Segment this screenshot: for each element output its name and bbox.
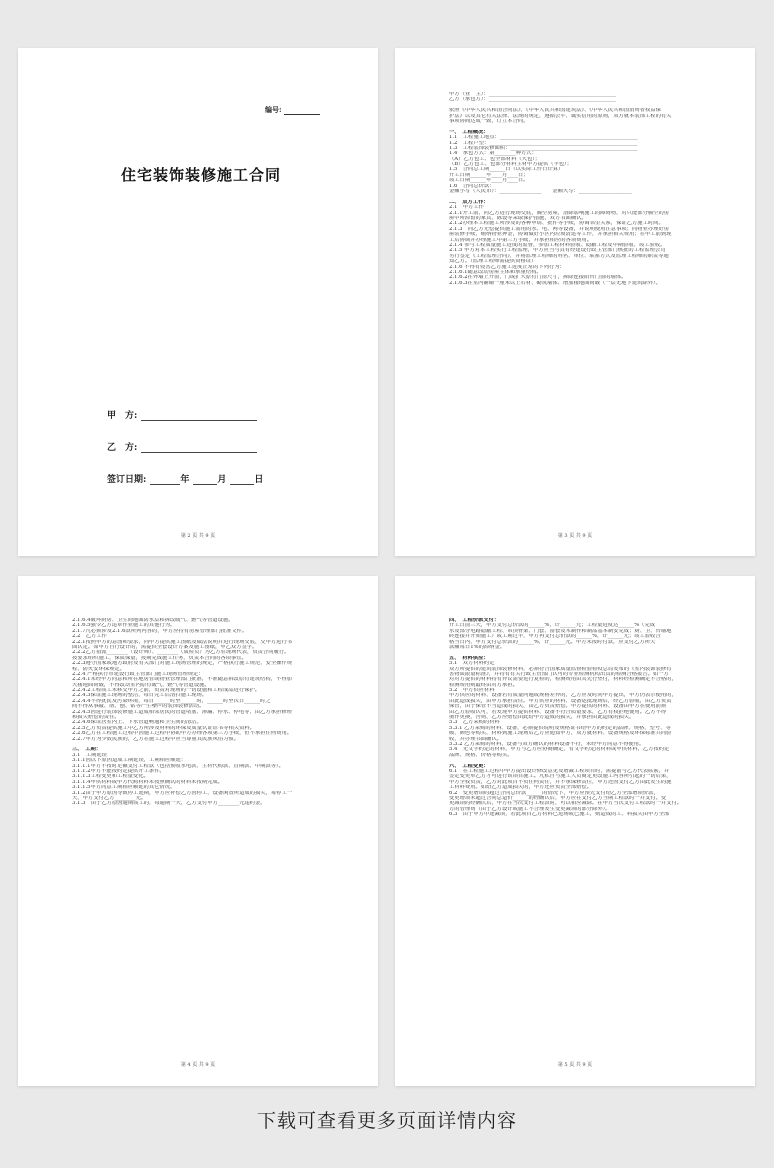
body-line: 5.2 甲方供应材料 (449, 688, 495, 694)
body-line: 3.1 工期延误 (72, 752, 107, 758)
body-line: 开工日前三天，甲方支付总价款的______%，计______元；工程量进度达______%（完成 (449, 623, 656, 629)
body-line: 砖连接并开始施工）或工期过半，甲方再支付总价款的______%，计______元；竣工验收合 (449, 634, 661, 640)
party-b-blank (141, 444, 257, 453)
body-line: 甲方供应的材料、设备若有质量问题或规格差异的，乙方应及时向甲方提出，甲方仍表示使用的， (449, 693, 677, 699)
contract-title: 住宅装饰装修施工合同 (121, 166, 282, 184)
body-line: 5.1 双方材料约定 (449, 661, 495, 667)
contract-number-label: 编号: (265, 105, 282, 114)
section-heading: 五、 材料供应： (449, 655, 489, 661)
body-line: 竣工日期______年____月____日。 (449, 178, 529, 184)
day-blank (230, 476, 254, 485)
body-line: 1.6 合同总价款： (449, 183, 495, 189)
body-line: 工后协调并办理施工中第三方手续，并承担相应的各项费用。 (449, 237, 593, 243)
month-blank (193, 476, 217, 485)
page-footer: 第 5 页 共 9 页 (557, 1062, 593, 1068)
body-line: 依照《中华人民共和国合同法》、《中华人民共和国建筑法》、《中华人民共和国消费者权益保 (449, 108, 661, 114)
body-line: 2.1.7凡必须涉及2.1.6款所列内容的，甲方应持有房屋管理部门批准文件。 (72, 628, 248, 634)
body-line: 3.1.1因以下原因造成工期延误，工期相应顺延： (72, 758, 187, 764)
body-line: 3.1.1.4甲供材料或甲方代购材料未按照确认的材料未按期完成。 (72, 779, 223, 785)
body-line: 1.2 工程户型：________________________________________________________ (449, 140, 638, 146)
body-line: 对对方提供的材料持有异议需要进行复检的，检测费用由其先行垫付，材料经检测确定不合格的， (449, 677, 677, 683)
body-line: 收，并办理书面确认。 (449, 736, 502, 742)
body-line: 2.2.3遵守国家或地方政府及有关部门对施工现场管理的规定，严格执行施工规范、安全操作规 (72, 661, 293, 667)
body-line: 双方所提供的建筑装饰装修材料，必须符合国家质量监督检验检疫总局发布的《室内装饰装修有 (449, 666, 672, 672)
sign-date-row (107, 472, 263, 485)
body-line: 工材料费用。如给乙方造成损失的，甲方还应负责全部赔偿。 (449, 785, 593, 791)
download-more-banner[interactable]: 下载可查看更多页面详情内容 (256, 1110, 517, 1132)
body-line: 格当日内，甲方支付总价款的______%，计______元。甲方未按时付款，应支付乙方所欠 (449, 639, 656, 645)
page-footer: 第 2 页 共 9 页 (180, 533, 216, 539)
body-line: 天，甲方支付乙方________元。 (72, 795, 147, 801)
body-line: 2.2.1按照甲方的意图和要求，向甲方提供施工图纸及做法说明并进行现场交底，交甲方进行书 (72, 639, 293, 645)
body-line: 6.3 由于甲方中途减项，若此项目乙方材料已进场或已施工，则造成的工、料损失由甲方全部 (449, 812, 670, 818)
page-2 (395, 48, 755, 556)
body-line: 3.1.1.2甲方不能按约定提供开工条件。 (72, 768, 165, 774)
section-heading: 二、 双方工作： (449, 199, 489, 205)
body-line: 按要求组织施工，保质保量，按期完成施工任务，负责本合同的各项事宜。 (72, 655, 247, 661)
body-line: 3.1.1.3工程变更和工程量变化。 (72, 774, 149, 780)
body-line: 2.1.6.5强令乙方违章作业施工的其他行为。 (72, 623, 176, 629)
month-label: 月 (217, 475, 227, 485)
body-line: 2.2.4.2工程竣工未移交甲方之前，负责对现场的一切设施和工程成品进行保护。 (72, 688, 261, 694)
year-blank (150, 476, 180, 485)
body-line: 2.1.4 参与工程质量施工进度的监督，参加工程材料验收、隐蔽工程及中期验收、竣工验收。 (449, 242, 666, 248)
body-line: 1.3 工程装饰装修面积：________________________________________________ (449, 145, 638, 151)
party-a-blank (141, 412, 257, 421)
party-a-row (107, 408, 257, 421)
body-line: 害物质限量标准》，并持有有关行政主管部门认可的专业检测机构出具的检测合格报告。如一方 (449, 671, 669, 677)
body-line: 面认定。如甲方自行设计的，需提供全套设计方案及施工图纸，甲乙双方签字。 (72, 644, 258, 650)
body-line: 1.4 承包方式：第________种方式： (449, 151, 537, 157)
page-footer: 第 3 页 共 9 页 (557, 533, 593, 539)
body-line: 事项协商达成一致，订立本合同。 (449, 118, 529, 124)
body-line: 检测费用则最终由对方承担。 (449, 682, 518, 688)
body-line: 水及部分电路隐蔽工程、吊顶骨架、门套、窗套及木制作和制品基本制安完成；厨、卫、台墙地 (449, 628, 672, 634)
body-line: 1.1 工程施工地点：____________________________________________________ (449, 135, 638, 141)
body-line: 品牌、规格、价格等购买。 (449, 752, 513, 758)
body-line: 金额小写（人民币）：________________ 金额大写：____________________ (449, 189, 632, 195)
body-line: 2.1.6.3在室内铺砌一厘米以上石材、砌筑墙体、增加楼地面荷载（一层无地下建筑除外）。 (449, 280, 661, 286)
body-line: 5.3 乙方采购的材料 (449, 720, 500, 726)
body-line: 屋装修手续，缴纳物业押金，协调做好小区内垃圾清运等工作，并承担相关费用；在甲工前到现 (449, 232, 672, 238)
body-line: 甲方全权负责，乙方对此项目不负任何责任，并不承保修责任，甲方还因支付乙方由此发生的施 (449, 779, 672, 785)
body-line: 大楼地面荷载，不得改动室内原有暖气、燃气等管道设施。 (72, 682, 210, 688)
body-line: 甲方（业 主）：________________________________________________ (449, 92, 616, 97)
body-line: 知乙方。（监理工程师需提供资格证） (449, 259, 537, 265)
body-line: 3.1.2由于甲方原因导致停工延期，甲方应补偿乙方因停工，设备闲置所造成的损失，每停工一 (72, 790, 293, 796)
contract-number-row (265, 105, 320, 115)
body-line: 2.2.7甲方为少数民族的，乙方在施工过程中应当尊重其民族风俗习惯。 (72, 736, 240, 742)
body-line: 6.2 变更增项的超过合同总价款______的情况下，甲方应预先支付给乙方全部增项价款， (449, 790, 659, 796)
body-line: 2.1.3 向乙方无偿提供施工需用的水、电、网等设备，并说明使用注意事项；同物业办理好房 (449, 226, 670, 232)
body-line: 2.1.5 甲方对本工程实行工程监理，甲方应当与具有经建设行政主管部门核批的工程监理公司 (449, 248, 666, 254)
body-line: 间不得从事敲、凿、刨、钻等产生噪声的装饰装修活动。 (72, 704, 205, 710)
page-2-body (449, 92, 717, 286)
body-line: 2.2.6乙方在工程施工过程中因施工过程中协助甲方办理各项第三方手续，但不承担任何费用。 (72, 731, 293, 737)
body-line: 2.1.1开工前，同乙方进行现场交底，腾空房屋，清除影响施工的障碍物，对只能部分腾空的房 (449, 210, 670, 216)
body-line: 5.3.1 乙方采购的材料、设备，必须提供说明及规格证书给甲方的约定的品牌、规格、型号、等 (449, 725, 671, 731)
body-line: 程、防火安环保规定。 (72, 666, 125, 672)
body-line: 开工日期______年____月____日； (449, 172, 529, 178)
body-line: 2.2 乙方工作 (72, 634, 107, 640)
body-line: 6.1 在工程施工过程中甲方提出设计修改意见及增减工程项目时，需提前与乙方代表联系，并 (449, 768, 670, 774)
body-line: 2.2.4.3保证施工现场的整洁，每日完工后清扫施工现场。 (72, 693, 208, 699)
party-a-label: 甲 方: (107, 411, 138, 421)
party-b-label: 乙 方: (107, 443, 138, 453)
body-line: 方的管理费（由于乙方设计或施工不合理发生变更减项的部分除外）。 (449, 806, 611, 812)
body-line: 2.1.2办理本工程施工所涉及的各种申请、批件等手续，协调邻里关系，保证乙方施工时间。 (449, 221, 664, 227)
page-cover (18, 48, 378, 556)
sign-date-label: 签订日期: (107, 475, 147, 485)
day-label: 日 (254, 475, 264, 485)
contract-number-blank (284, 107, 320, 115)
body-line: 擅作更换，否则，乙方应赔偿由此给甲方造成的损失，并承担由此造成的损失。 (449, 715, 635, 721)
body-line: 变更增项未超过合同总造价______的经确认后，甲方应在支付乙方当期工程款时一并支付。变 (449, 795, 667, 801)
section-heading: 四、 工程价款支付： (449, 618, 500, 623)
body-line: 乙方（承包方）：________________________________________________ (449, 97, 616, 103)
page-4-body (449, 618, 717, 817)
body-line: 由乙方验收认可，若发现甲方提供材料、设备不符合质量要求，乙方有权拒绝使用。乙方不得 (449, 709, 667, 715)
body-line: 5.3.2 乙方采购的材料、设备与双方确认的材料设备不符，未经甲方同意不得使用。 (449, 741, 645, 747)
body-line: 保管，由于保管不当造成的损失，由乙方负责赔偿。甲方提供的材料、设备由甲方在使用前须 (449, 704, 667, 710)
body-line: 和损失赔偿的责任。 (72, 715, 120, 721)
body-line: 更减项的经确认后，甲方在当次支付工程款时，可以相应减除。在甲方当次支付工程款时一并支付。 (449, 801, 683, 807)
body-line: 2.1 甲方工作 (449, 205, 484, 211)
body-line: 2.2.2乙方指派________（设计师）、________（质检员）为乙方驻现场代表，负责合同履行。 (72, 650, 290, 656)
body-line: 2.1.6.4破坏厨房、卫生间地面防水层和拆改暖气、燃气等管道设施。 (72, 618, 234, 623)
page-3 (18, 576, 378, 1086)
body-line: 2.1.6.2在外墙上开窗，门或扩大原有门窗尺寸，拆除连接阳台门窗的墙体。 (449, 275, 627, 281)
body-line: 屋中所滞留的家具、陈设等采取保护措施，双方书面确认。 (449, 215, 587, 221)
body-line: 3.1.1.5甲方同意工期相应顺延的其它情况。 (72, 785, 176, 791)
page-4 (395, 576, 755, 1086)
body-line: 由此造成损失，由甲方承担责任。甲方供应的材料、设备运抵现场后，经乙方验收，由乙方负责 (449, 698, 672, 704)
party-b-row (107, 440, 257, 453)
body-line: 另行签定《工程监理合同》，并将监理工程师的姓名、单位、联系方式及监理工程师的职责等通 (449, 253, 669, 259)
body-line: 2.2.4.4不得扰民及污染环境，每日______时至______时，______时至次日______时之 (72, 698, 271, 704)
section-heading: 一、 工程概况： (449, 129, 489, 135)
body-line: 3.1.1.1甲方不按时足额支付工程款（包括预收水电款、主材代购款、首期款、中期款等）。 (72, 763, 284, 769)
body-line: 2.2.4.1未经甲方同意和所在地房管或物业管理部门批准，不准随意拆改原有建筑结构，不得加 (72, 677, 292, 683)
body-line: 2.2.4.5因进行装饰装修施工造成相邻居民的管道堵塞、渗漏、停水、停电等，由乙方承担修理 (72, 709, 292, 715)
body-line: 1.5 合同总工期______日（以实际工作日计算） (449, 167, 564, 173)
page-3-body (72, 618, 340, 807)
page-footer: 第 4 页 共 9 页 (180, 1062, 216, 1068)
body-line: （A）乙方包工、包全部材料（大包）； (449, 156, 541, 162)
body-line: 2.2.5乙方负责提供施工中乙方所涉及材料的环保及质量认证证书等相关资料。 (72, 725, 255, 731)
section-heading: 三、 工期： (72, 747, 102, 753)
body-line: 护法》以及其它有关法律、法规的规定，遵循公平、诚实信用的原则，双方就本装饰工程的有关 (449, 113, 672, 119)
body-line: 签定变更单乙方才可进行该项目施工。凡私自与施工人员商定更改施工内容所引起的一切后果， (449, 774, 672, 780)
body-line: 5.4 无文字约定的材料，甲方与乙方应协商确定，有文字约定的材料或甲供材料，乙方按约定 (449, 747, 670, 753)
body-line: 款额每日1%的滞纳金。 (449, 644, 506, 650)
body-line: 2.2.4 严格执行市建设行政主管部门施工现场管理规定： (72, 671, 204, 677)
year-label: 年 (180, 475, 190, 485)
body-line: （B）乙方包工、包部分材料主材甲方提供（半包）； (449, 162, 573, 168)
body-line: 2.1.6 不得有侵害乙方施工进度正常的下列行为： (449, 264, 565, 270)
body-line: 级、颜色等购买，材料到施工现场后乙方应通知甲方，双方就材料、设备规格及环保标准共同验 (449, 731, 672, 737)
body-line: 2.2.4.6保证居室内上、下水管道畅通和卫生间的清洁。 (72, 720, 202, 726)
body-line: 2.1.6.1随意改动房屋主体和承重结构。 (449, 269, 542, 275)
section-heading: 六、 工程变更： (449, 763, 489, 769)
body-line: 3.1.3 由于乙方原因逾期竣工的，每逾期一天，乙方支付甲方________元违约金。 (72, 801, 266, 807)
